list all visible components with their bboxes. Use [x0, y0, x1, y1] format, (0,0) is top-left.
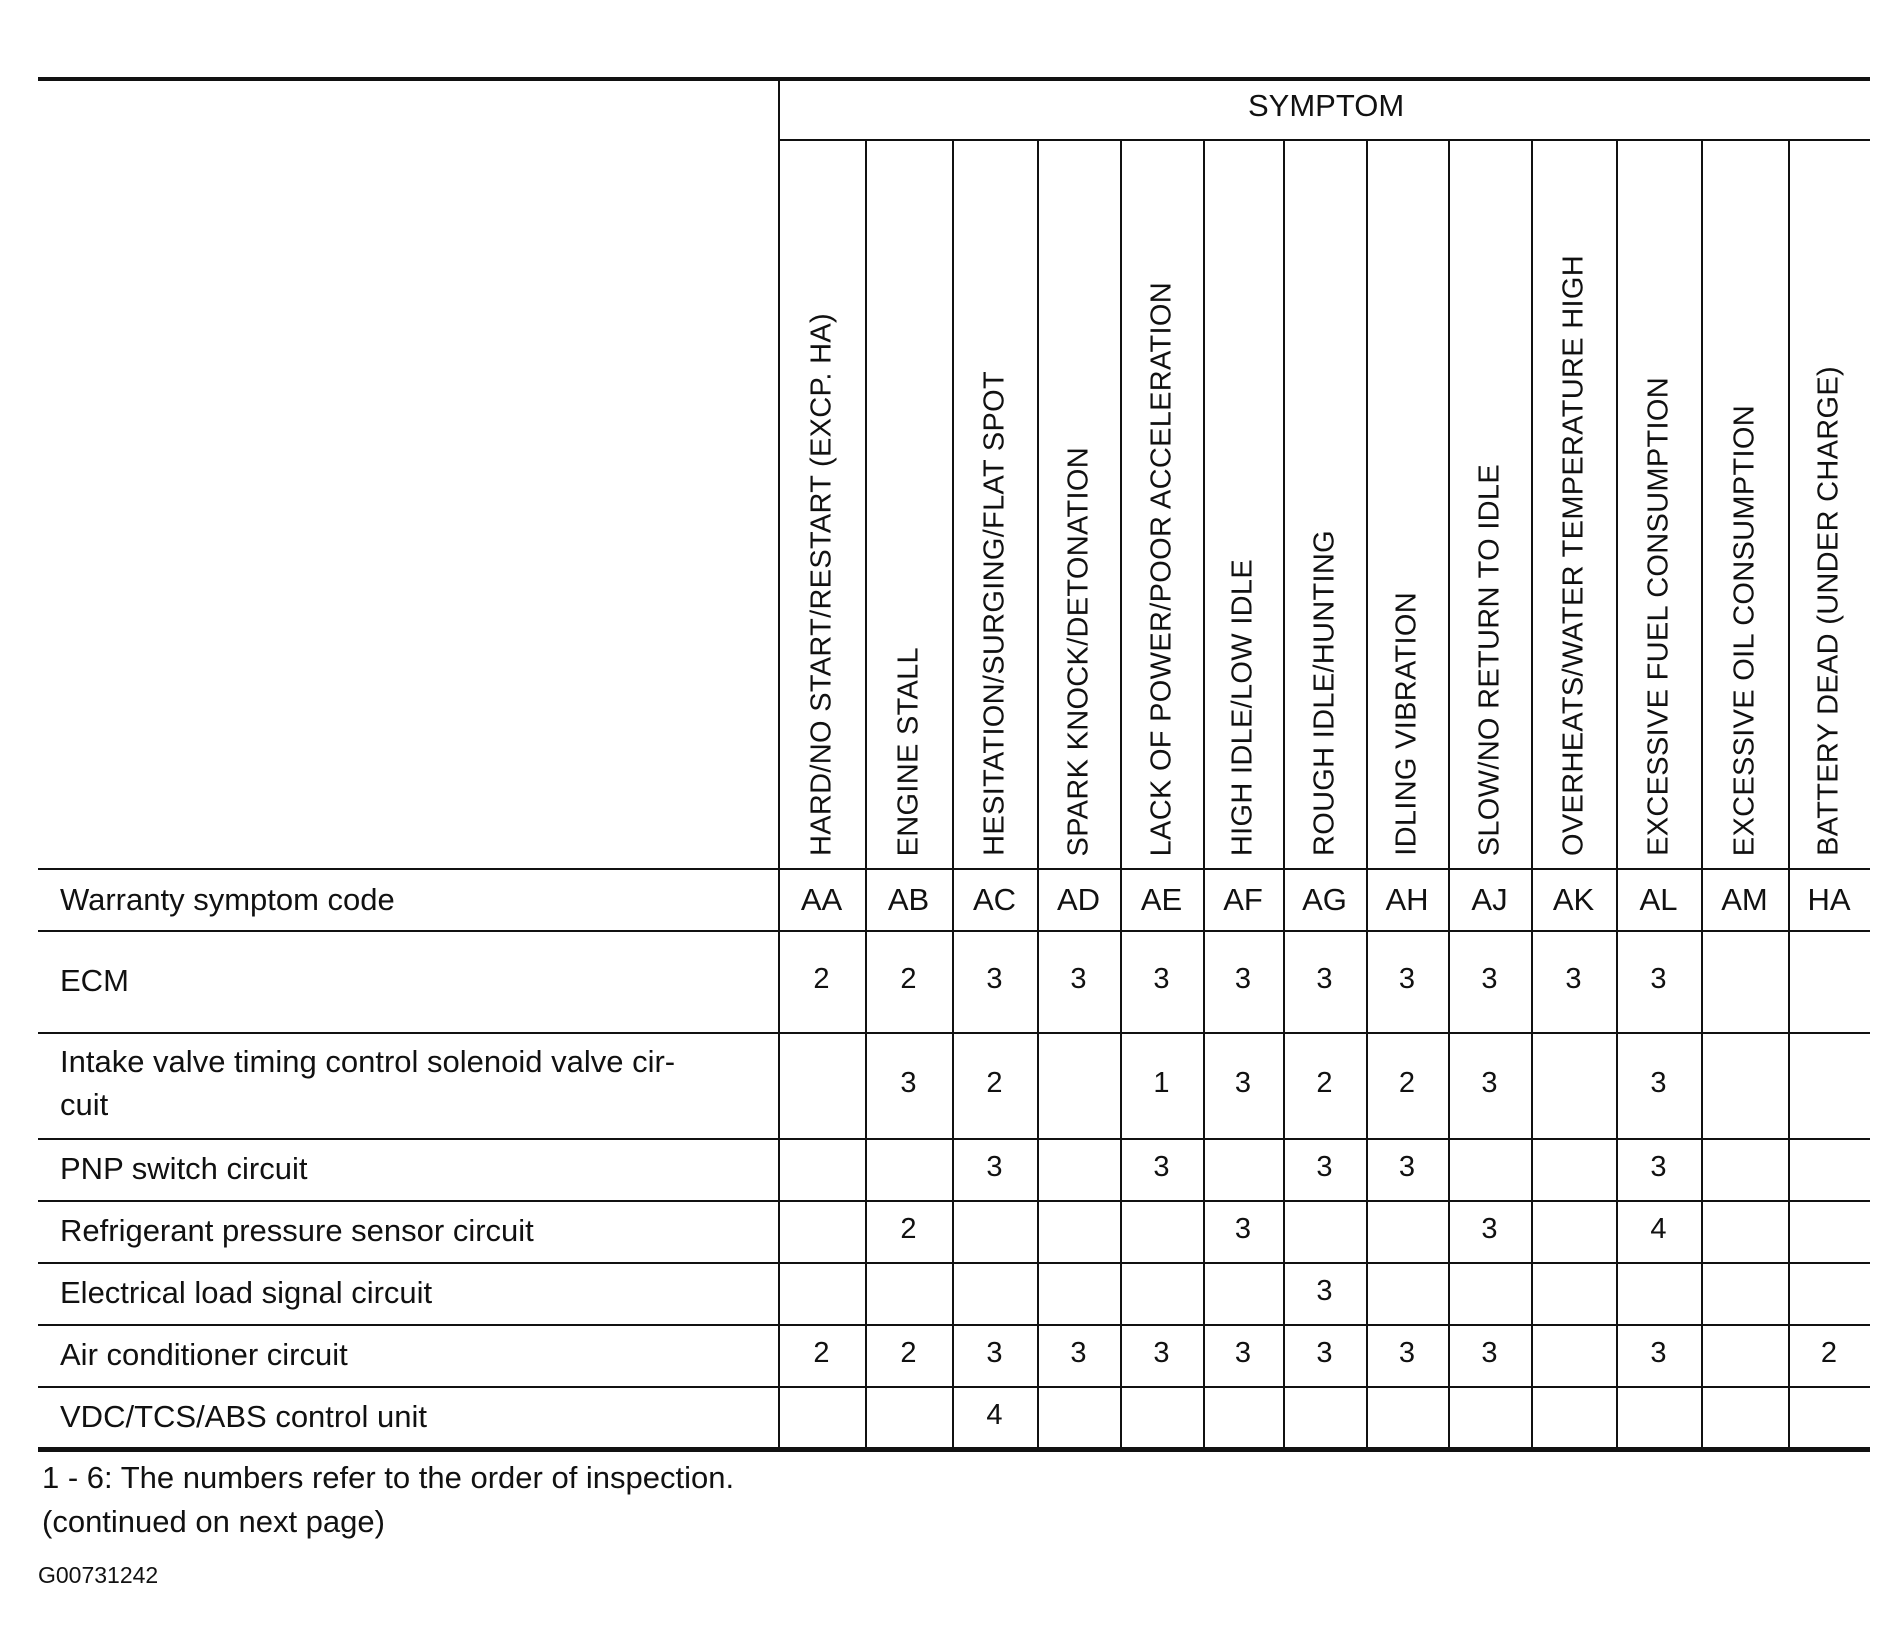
- symptom-header-cell: [1448, 142, 1531, 868]
- row-divider: [38, 1032, 1870, 1034]
- symptom-name: BATTERY DEAD (UNDER CHARGE): [1812, 366, 1845, 856]
- inspection-order-cell: 3: [1234, 1067, 1252, 1099]
- symptom-header-cell: [865, 142, 952, 868]
- row-divider: [38, 868, 1870, 870]
- warranty-code-row-label: Warranty symptom code: [60, 882, 395, 917]
- symptom-name: SLOW/NO RETURN TO IDLE: [1473, 463, 1505, 856]
- table-top-rule: [38, 77, 1870, 81]
- inspection-order-cell: 3: [1650, 963, 1667, 995]
- inspection-order-cell: 3: [1070, 1337, 1087, 1369]
- symptom-header-rule: [778, 139, 1870, 141]
- symptom-code: AM: [1721, 882, 1768, 917]
- symptom-header-cell: [1701, 142, 1788, 868]
- symptom-header-cell: [1120, 142, 1203, 868]
- row-label: Electrical load signal circuit: [60, 1275, 433, 1310]
- inspection-order-cell: 3: [1650, 1337, 1667, 1369]
- inspection-order-cell: 3: [1565, 963, 1582, 995]
- inspection-order-cell: 3: [1234, 1213, 1252, 1245]
- row-divider: [38, 1324, 1870, 1326]
- inspection-order-cell: 3: [1234, 1337, 1252, 1369]
- table-bottom-rule: [38, 1447, 1870, 1452]
- inspection-order-cell: 3: [986, 1337, 1003, 1369]
- inspection-order-cell: 4: [1650, 1213, 1667, 1245]
- inspection-order-cell: 3: [1316, 1151, 1333, 1183]
- inspection-order-cell: 4: [986, 1398, 1003, 1431]
- row-label: VDC/TCS/ABS control unit: [60, 1398, 427, 1434]
- inspection-order-cell: 3: [986, 963, 1003, 995]
- inspection-order-cell: 2: [813, 963, 830, 995]
- symptom-header-cell: [1037, 142, 1120, 868]
- symptom-header-cell: [1283, 142, 1366, 868]
- inspection-order-cell: 2: [900, 1337, 917, 1369]
- inspection-order-cell: 3: [1650, 1151, 1667, 1183]
- inspection-order-cell: 2: [1316, 1067, 1333, 1099]
- symptom-code: AE: [1140, 882, 1183, 917]
- inspection-order-cell: 3: [986, 1151, 1003, 1183]
- inspection-order-cell: 3: [1650, 1067, 1667, 1099]
- symptom-name: HESITATION/SURGING/FLAT SPOT: [978, 371, 1010, 856]
- inspection-order-cell: 3: [1398, 963, 1416, 995]
- row-label-line: Intake valve timing control solenoid valve cir-: [60, 1044, 676, 1079]
- row-divider: [38, 1262, 1870, 1264]
- inspection-order-cell: 2: [1820, 1337, 1838, 1369]
- symptom-header-cell: [778, 142, 865, 868]
- inspection-order-cell: 1: [1153, 1067, 1170, 1099]
- row-label: Air conditioner circuit: [60, 1337, 348, 1372]
- symptom-code: AJ: [1471, 882, 1508, 917]
- row-label: ECM: [60, 963, 129, 998]
- symptom-name: HIGH IDLE/LOW IDLE: [1226, 558, 1259, 856]
- row-label: Refrigerant pressure sensor circuit: [60, 1213, 534, 1248]
- symptom-header-cell: [1203, 142, 1283, 868]
- symptom-header-cell: [1788, 142, 1870, 868]
- inspection-order-cell: 3: [1316, 1275, 1333, 1307]
- symptom-code: AD: [1056, 882, 1101, 917]
- symptom-name: ENGINE STALL: [892, 646, 924, 856]
- inspection-order-cell: 3: [1398, 1337, 1416, 1369]
- row-label: PNP switch circuit: [60, 1151, 308, 1186]
- symptom-code: AC: [972, 882, 1017, 917]
- inspection-order-cell: 3: [1153, 1151, 1170, 1183]
- symptom-header-cell: [1366, 142, 1448, 868]
- symptom-name: OVERHEATS/WATER TEMPERATURE HIGH: [1557, 255, 1589, 856]
- figure-id: G00731242: [38, 1562, 159, 1588]
- row-divider: [38, 1200, 1870, 1202]
- symptom-code: AG: [1302, 882, 1347, 917]
- symptom-name: SPARK KNOCK/DETONATION: [1062, 446, 1094, 856]
- inspection-order-cell: 3: [1481, 1067, 1498, 1099]
- inspection-order-cell: 2: [900, 1213, 917, 1245]
- footnote-continued: (continued on next page): [42, 1504, 385, 1539]
- symptom-group-title: SYMPTOM: [1248, 88, 1405, 123]
- symptom-name: EXCESSIVE FUEL CONSUMPTION: [1642, 377, 1674, 856]
- symptom-code: AB: [887, 882, 930, 917]
- symptom-name: HARD/NO START/RESTART (EXCP. HA): [805, 313, 837, 856]
- inspection-order-cell: 3: [1481, 1337, 1498, 1369]
- inspection-order-cell: 2: [900, 963, 917, 995]
- symptom-name: EXCESSIVE OIL CONSUMPTION: [1728, 404, 1760, 856]
- inspection-order-cell: 3: [1316, 1337, 1333, 1369]
- inspection-order-cell: 3: [1481, 1213, 1498, 1245]
- row-divider: [38, 1138, 1870, 1140]
- symptom-code: AA: [800, 882, 843, 917]
- inspection-order-cell: 2: [813, 1337, 830, 1369]
- inspection-order-cell: 3: [1153, 1337, 1170, 1369]
- symptom-code: AH: [1385, 882, 1429, 917]
- symptom-header-cell: [1531, 142, 1616, 868]
- row-divider: [38, 1386, 1870, 1388]
- symptom-code: AF: [1223, 882, 1263, 917]
- inspection-order-cell: 3: [1398, 1151, 1416, 1183]
- symptom-code: HA: [1807, 882, 1851, 917]
- inspection-order-cell: 3: [1316, 963, 1333, 995]
- inspection-order-cell: 2: [1398, 1067, 1416, 1099]
- symptom-code: AL: [1639, 882, 1678, 917]
- inspection-order-cell: 3: [900, 1067, 917, 1099]
- symptom-header-cell: [952, 142, 1037, 868]
- footnote-order: 1 - 6: The numbers refer to the order of inspection.: [42, 1460, 735, 1495]
- inspection-order-cell: 3: [1153, 963, 1170, 995]
- row-label-line: cuit: [60, 1087, 109, 1122]
- symptom-name: ROUGH IDLE/HUNTING: [1308, 529, 1340, 856]
- inspection-order-cell: 3: [1070, 963, 1087, 995]
- inspection-order-cell: 3: [1481, 963, 1498, 995]
- inspection-order-cell: 3: [1234, 963, 1252, 995]
- inspection-order-cell: 2: [986, 1067, 1003, 1099]
- symptom-header-cell: [1616, 142, 1701, 868]
- symptom-name: LACK OF POWER/POOR ACCELERATION: [1145, 281, 1177, 856]
- row-divider: [38, 930, 1870, 932]
- symptom-code: AK: [1552, 882, 1595, 917]
- symptom-name: IDLING VIBRATION: [1390, 592, 1423, 856]
